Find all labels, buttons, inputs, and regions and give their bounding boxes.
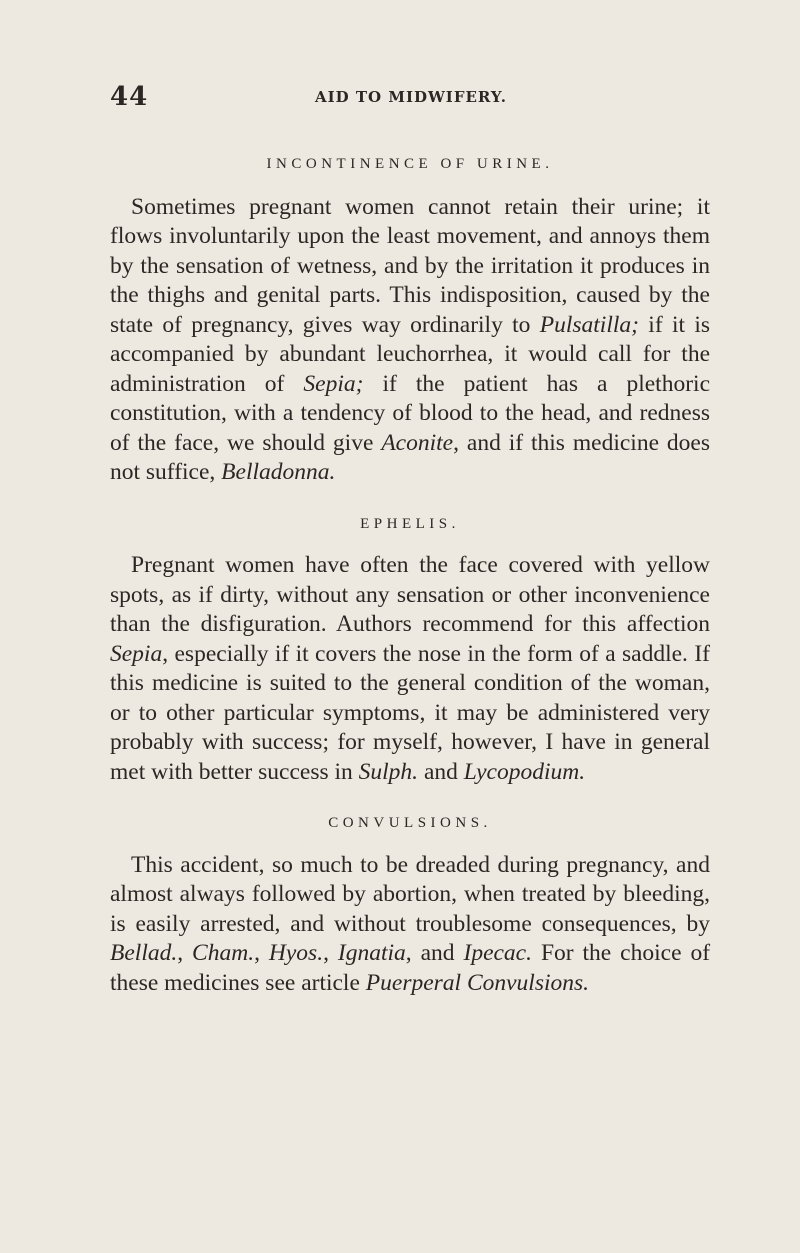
remedy-name: Belladonna. — [221, 459, 336, 485]
remedy-name: Sepia — [110, 640, 163, 667]
section-heading-incontinence: INCONTINENCE OF URINE. — [266, 156, 554, 172]
page-header — [110, 82, 700, 112]
paragraph-convulsions: This accident, so much to be dreaded during pregnancy, and almost always followed by abortion, when treated by bleeding, is easily arrested, and without troublesome consequences, by Bellad., Cham., Hyos., Ignatia, and Ipecac. For the choice of these medicines see article Puerperal Convulsions. — [110, 851, 711, 996]
paragraph-incontinence: Sometimes pregnant women cannot retain their urine; it flows involuntarily upon the least movement, and annoys them by the sensation of wetness, and by the irritation it produces in the thighs and genital parts. This indisposition, caused by the state of pregnancy, gives way ordinarily to Pulsatilla; if it is accompanied by abundant leuchorrhea, it would call for the administration of Sepia; if the patient has a plethoric constitution, with a tendency of blood to the head, and redness of the face, we should give Aconite, and if this medicine does not suffice, Belladonna. — [110, 193, 711, 485]
running-title: AID TO MIDWIFERY. — [315, 88, 507, 106]
remedy-name: Sepia; — [303, 370, 364, 397]
remedy-name: Ignatia — [337, 940, 406, 966]
remedy-name: Pulsatilla; — [539, 311, 639, 338]
article-reference: Puerperal Convulsions. — [365, 969, 590, 996]
section-heading-ephelis: EPHELIS. — [360, 515, 460, 532]
remedy-name: Ipecac. — [463, 940, 532, 966]
remedy-name: Aconite — [381, 429, 454, 456]
remedy-name: Cham. — [192, 940, 255, 966]
page-number: 44 — [110, 82, 149, 112]
remedy-name: Bellad. — [110, 940, 178, 966]
page-body — [110, 150, 710, 998]
remedy-name: Lycopodium. — [463, 758, 586, 785]
paragraph-ephelis: Pregnant women have often the face covered with yellow spots, as if dirty, without any sensation or other inconvenience than the disfiguration. Authors recommend for this affection Sepia, especially if it covers the nose in the form of a saddle. If this medicine is suited to the general condition of the woman, or to other particular symptoms, it may be administered very probably with success; for myself, however, I have in general met with better success in Sulph. and Lycopodium. — [110, 552, 710, 785]
section-heading-convulsions: CONVULSIONS. — [328, 815, 492, 831]
remedy-name: Sulph. — [358, 758, 419, 785]
remedy-name: Hyos. — [268, 940, 324, 966]
